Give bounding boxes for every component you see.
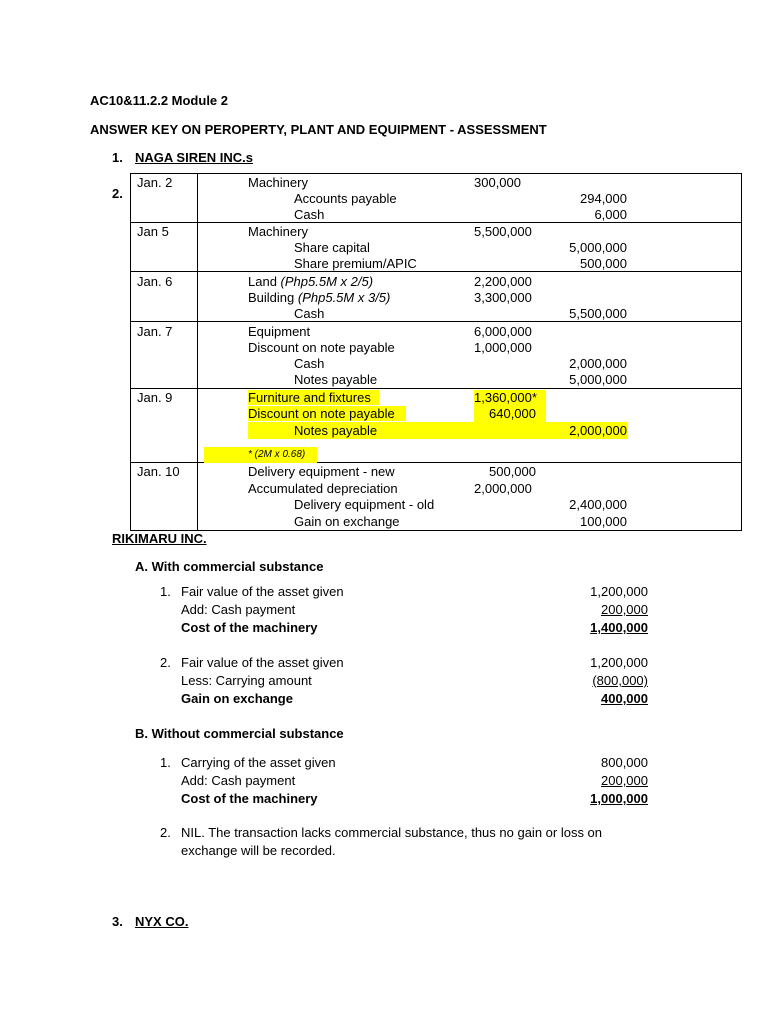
section-b-heading: B. Without commercial substance	[135, 726, 344, 741]
entry-date: Jan. 6	[137, 274, 173, 289]
section-3-company: NYX CO.	[135, 914, 189, 929]
rikimaru-heading: RIKIMARU INC.	[112, 531, 207, 546]
entry-date: Jan 5	[137, 224, 169, 239]
entry-date: Jan. 7	[137, 324, 173, 339]
section-1-number: 1.	[112, 150, 123, 165]
section-2-number: 2.	[112, 186, 123, 201]
computation-note: * (2M x 0.68)	[248, 449, 306, 460]
entry-date: Jan. 2	[137, 175, 173, 190]
section-1-company: NAGA SIREN INC.s	[135, 150, 253, 165]
section-3-number: 3.	[112, 914, 123, 929]
module-code: AC10&11.2.2 Module 2	[90, 93, 228, 108]
page-title: ANSWER KEY ON PEROPERTY, PLANT AND EQUIPMENT - ASSESSMENT	[90, 122, 547, 137]
section-a-heading: A. With commercial substance	[135, 559, 324, 574]
entry-date: Jan. 10	[137, 464, 180, 479]
entry-date: Jan. 9	[137, 390, 173, 405]
